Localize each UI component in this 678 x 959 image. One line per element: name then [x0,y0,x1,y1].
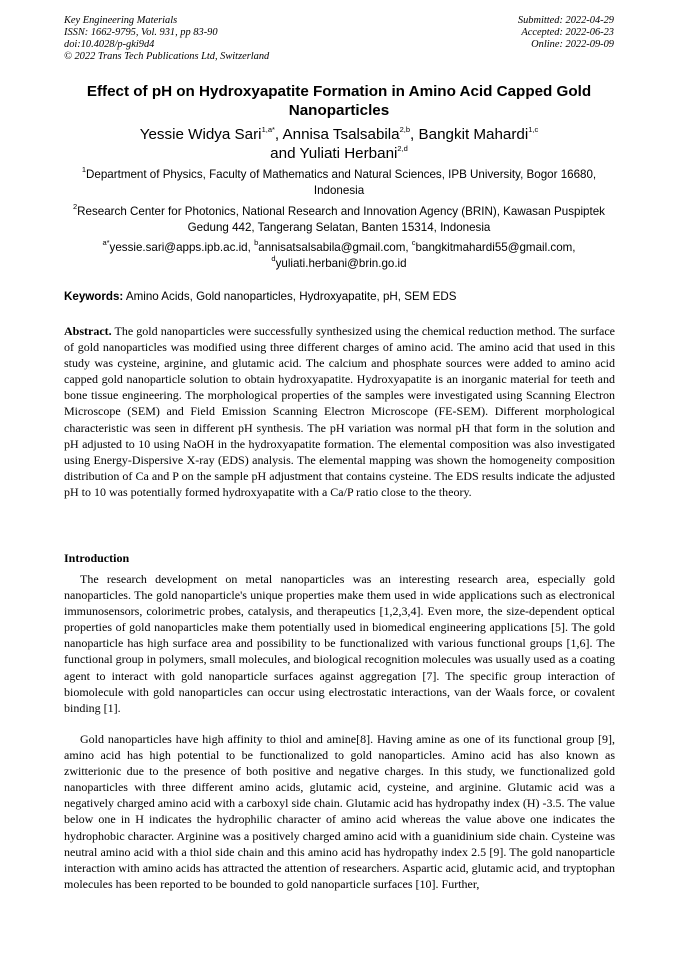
affiliation-number: 2 [73,202,78,212]
introduction-heading: Introduction [64,551,130,565]
affiliation-text: Research Center for Photonics, National Research and Innovation Agency (BRIN), Kawasan Puspiptek Gedung 442, Tangerang Selatan, Banten 15314, Indonesia [77,205,605,234]
author-name: and Yuliati Herbani [270,145,398,162]
author-name: Annisa Tsalsabila [282,126,400,143]
journal-header [64,15,269,63]
email-address: annisatsalsabila@gmail.com, [258,241,412,254]
author-emails [60,240,618,272]
affiliation-number: 1 [81,165,87,175]
online-date: Online: 2022-09-09 [531,39,614,50]
author-separator: , [410,126,419,143]
affiliation-1 [60,167,618,199]
introduction-paragraph-2: Gold nanoparticles have high affinity to thiol and amine[8]. Having amine as one of its functional group [9], amino acid has high potential to be functionalized to gold nanoparticles. Amino acid has also known as zwitterionic due to the presence of both positive and negative charges. In this study, we functionalized gold nanoparticles with three different amino acids, glutamic acid, cysteine, and arginine. Glutamic acid was a negatively charged amino acid with a carboxyl side chain. Glutamic acid has hydropathy index (H) -3.5. The value below one in H indicates the hydrophilic character of amino acid whereas the value above one indicates the hydrophobic character. Arginine was a positively charged amino acid with a guanidinium side chain. Cysteine was neutral amino acid with a thiol side chain and this amino acid has hydropathy index 2.5 [9]. The gold nanoparticle interaction with amino acids has attracted the attention of researchers. Aspartic acid, glutamic acid, and tryptophan molecules has been reported to be bounded to gold nanoparticle surfaces [10]. Further, [64,732,615,891]
author-name: Bangkit Mahardi [418,126,529,143]
affiliation-2 [60,204,618,236]
abstract-label: Abstract. [64,324,112,338]
keywords [64,289,616,305]
author-affiliation-mark: 2,b [399,124,411,134]
author-list [50,125,628,163]
author-affiliation-mark: 1,c [528,124,539,134]
email-address: yuliati.herbani@brin.go.id [275,257,407,270]
keywords-label: Keywords: [64,290,124,303]
email-mark: d [271,254,276,264]
author-affiliation-mark: 1,a* [261,124,275,134]
copyright-line: © 2022 Trans Tech Publications Ltd, Switzerland [64,51,270,62]
author-name: Yessie Widya Sari [139,126,262,143]
accepted-date: Accepted: 2022-06-23 [521,27,614,38]
issn-line: ISSN: 1662-9795, Vol. 931, pp 83-90 [64,27,218,38]
email-address: bangkitmahardi55@gmail.com, [415,241,576,254]
abstract [64,323,615,500]
keywords-text: Amino Acids, Gold nanoparticles, Hydroxyapatite, pH, SEM EDS [123,290,457,303]
submitted-date: Submitted: 2022-04-29 [517,15,614,26]
journal-name: Key Engineering Materials [64,15,178,26]
email-mark: c [411,238,416,248]
email-address: yessie.sari@apps.ipb.ac.id, [109,241,255,254]
email-mark: a* [102,238,110,248]
email-mark: b [254,238,259,248]
doi-line: doi:10.4028/p-gki9d4 [64,39,155,50]
introduction-paragraph-1: The research development on metal nanoparticles was an interesting research area, especially gold nanoparticles. The gold nanoparticle's unique properties make them used in wide applications such as electronical immunosensors, colorimetric probes, catalysis, and therapeutics [1,2,3,4]. Even more, the size-dependent optical properties of gold nanoparticles make them potentially used in biomedical engineering applications [5]. The gold nanoparticle has high surface area and possibility to be functionalized with various functional groups [1,6]. The functional group in polymers, small molecules, and biological recognition molecules was usually used as a coating agent to interact with gold nanoparticle surfaces against aggregation [7]. The specific group interaction of biomolecule with gold nanoparticles can occur using electrostatic interactions, van der Waals force, or covalent binding [1]. [64,572,615,715]
affiliation-text: Department of Physics, Faculty of Mathematics and Natural Sciences, IPB University, Bogor 16680, Indonesia [86,168,597,197]
paper-title: Effect of pH on Hydroxyapatite Formation in Amino Acid Capped Gold Nanoparticles [86,83,592,119]
author-separator: , [274,126,283,143]
author-affiliation-mark: 2,d [397,143,408,153]
dates-header [518,15,614,51]
abstract-text: The gold nanoparticles were successfully synthesized using the chemical reduction method. The surface of gold nanoparticles was modified using three different charges of amino acid. The amino acid that used in this study was cysteine, arginine, and glutamic acid. The calcium and phosphate sources were added to amino acid capped gold nanoparticle solution to obtain hydroxyapatite. Hydroxyapatite is an inorganic material for teeth and bone tissue engineering. The morphological properties of the samples were investigated using Scanning Electron Microscope (SEM) and Field Emission Scanning Electron Microscope (FE-SEM). Different morphological characteristic was seen in different pH synthesis. The pH variation was normal pH that form in the solution and pH adjusted to 10 using NaOH in the hydroxyapatite formation. The elemental composition was also investigated using Energy-Dispersive X-ray (EDS) analysis. The elemental mapping was shown the homogeneity composition distribution of Ca and P on the sample pH adjustment that contains cysteine. The EDS results indicate the adjusted pH to 10 was potentially formed hydroxyapatite with a Ca/P ratio close to the theory. [64,324,615,499]
